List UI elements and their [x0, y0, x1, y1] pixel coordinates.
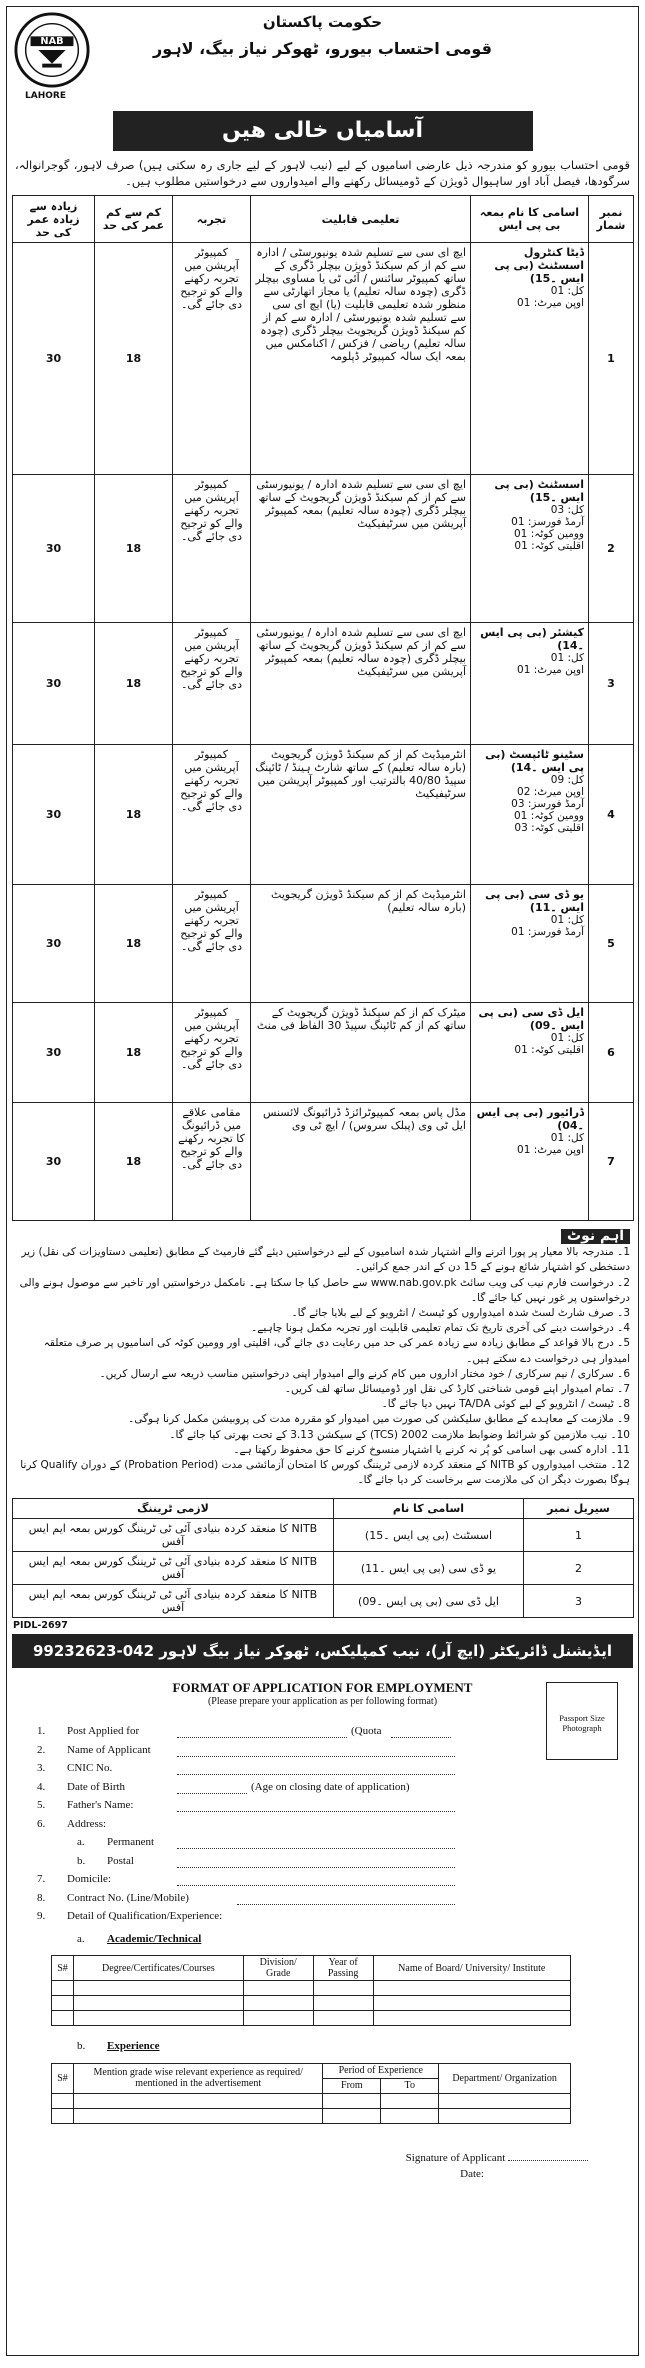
reference-code: PIDL-2697	[13, 1620, 68, 1632]
form-field-input[interactable]	[177, 1744, 455, 1757]
training-header-row	[13, 1499, 634, 1519]
training-row	[13, 1552, 634, 1585]
photo-box: Passport Size Photograph	[546, 1682, 618, 1760]
form-title: FORMAT OF APPLICATION FOR EMPLOYMENT	[172, 1680, 473, 1696]
post-cell	[471, 1103, 589, 1221]
post-cell	[471, 623, 589, 745]
academic-header: Year of Passing	[313, 1956, 373, 1981]
min-age-cell: 18	[95, 885, 173, 1003]
qualification-cell: انٹرمیڈیٹ کم از کم سیکنڈ ڈویژن گریجویٹ (بارہ سالہ تعلیم) کے ساتھ شارٹ ہینڈ / ٹائپنگ سپیڈ 40/80 بالترتیب اور کمپیوٹر آپریشن میں سرٹیفیکیٹ	[251, 745, 471, 885]
intro-text: قومی احتساب بیورو کو مندرجہ ذیل عارضی اسامیوں کے لیے (نیب لاہور کے لیے جاری رہ سکتی ہیں) صرف لاہور، گوجرانوالہ، سرگودھا، فیصل آباد اور ساہیوال ڈویژن کے ڈومیسائل رکھنے والے امیدواروں سے درخواستیں مطلوب ہیں۔	[15, 158, 630, 188]
experience-table	[51, 2063, 571, 2124]
training-serial: 3	[524, 1585, 634, 1618]
post-name: یو ڈی سی (بی پی ایس ۔11)	[485, 888, 584, 914]
row-number: 3	[589, 623, 634, 745]
academic-title: Academic/Technical	[107, 1932, 202, 1945]
exp-header-desc: Mention grade wise relevant experience as required/ mentioned in the advertisement	[73, 2063, 322, 2093]
post-count: آرمڈ فورسز: 01	[511, 926, 584, 938]
training-header-post: اسامی کا نام	[334, 1499, 524, 1519]
experience-label: b.	[77, 2040, 86, 2053]
post-count: کل: 01	[550, 914, 584, 926]
max-age-cell: 30	[13, 623, 95, 745]
address-banner: ایڈیشنل ڈائریکٹر (ایچ آر)، نیب کمپلیکس، ٹھوکر نیاز بیگ لاہور 042-99232623	[12, 1634, 633, 1668]
form-field-number: 7.	[37, 1873, 46, 1886]
form-field-row	[7, 1799, 638, 1818]
note-item: 9۔ ملازمت کے معاہدے کے مطابق سلیکشن کی صورت میں امیدوار کو مقررہ مدت کی پروبیشن مکمل کرنا ہوگی۔	[128, 1413, 630, 1426]
form-field-label: Name of Applicant	[67, 1743, 151, 1756]
post-count: کل: 01	[550, 652, 584, 664]
note-item: 6۔ سرکاری / نیم سرکاری / خود مختار اداروں میں کام کرنے والے امیدوار اپنی درخواستیں مناسب ذریعہ سے ارسال کریں۔	[99, 1367, 630, 1380]
max-age-cell: 30	[13, 1103, 95, 1221]
row-number: 7	[589, 1103, 634, 1221]
signature-label	[406, 2152, 588, 2164]
experience-cell: کمپیوٹر آپریشن میں تجربہ رکھنے والے کو ترجیح دی جائے گی۔	[173, 475, 251, 623]
form-field-number: 4.	[37, 1780, 46, 1793]
row-number: 5	[589, 885, 634, 1003]
qualification-cell: مڈل پاس بمعہ کمپیوٹرائزڈ ڈرائیونگ لائسنس ایل ٹی وی (پبلک سروس) / ایچ ٹی وی	[251, 1103, 471, 1221]
min-age-cell: 18	[95, 745, 173, 885]
academic-header: Degree/Certificates/Courses	[73, 1956, 243, 1981]
form-subtitle: (Please prepare your application as per following format)	[207, 1696, 438, 1708]
form-field-number: 8.	[37, 1891, 46, 1904]
row-number: 2	[589, 475, 634, 623]
post-count: آرمڈ فورسز: 03	[511, 798, 584, 810]
max-age-cell: 30	[13, 745, 95, 885]
header-post: اسامی کا نام بمعہ بی پی ایس	[471, 196, 589, 243]
vacancy-banner: آسامیاں خالی ھیں	[113, 111, 533, 151]
exp-header-to: To	[381, 2078, 439, 2093]
row-number: 1	[589, 243, 634, 475]
form-field-row	[7, 1744, 638, 1763]
post-count: کل: 03	[550, 504, 584, 516]
min-age-cell: 18	[95, 1003, 173, 1103]
max-age-cell: 30	[13, 1003, 95, 1103]
form-field-row	[7, 1818, 638, 1837]
post-count: اقلیتی کوٹہ: 03	[514, 822, 584, 834]
post-count: وومین کوٹہ: 01	[513, 810, 584, 822]
form-field-input[interactable]	[177, 1762, 455, 1775]
training-serial: 1	[524, 1519, 634, 1552]
experience-cell: مقامی علاقے میں ڈرائیونگ کا تجربہ رکھنے والے کو ترجیح دی جائے گی۔	[173, 1103, 251, 1221]
post-cell	[471, 745, 589, 885]
post-count: وومین کوٹہ: 01	[513, 528, 584, 540]
form-field-label: Domicile:	[67, 1873, 111, 1886]
dob-input[interactable]	[177, 1781, 247, 1794]
note-item: 7۔ تمام امیدوار اپنے قومی شناختی کارڈ کی نقل اور ڈومیسائل ساتھ لف کریں۔	[284, 1383, 630, 1396]
academic-header: Name of Board/ University/ Institute	[373, 1956, 570, 1981]
logo-city: LAHORE	[25, 91, 66, 101]
post-cell	[471, 885, 589, 1003]
vacancy-row	[13, 243, 634, 475]
training-post: اسسٹنٹ (بی پی ایس ۔15)	[334, 1519, 524, 1552]
post-cell	[471, 243, 589, 475]
form-field-number: 3.	[37, 1762, 46, 1775]
post-count: کل: 09	[550, 774, 584, 786]
post-name: ایل ڈی سی (بی پی ایس ۔09)	[478, 1006, 584, 1032]
note-item: 1۔ مندرجہ بالا معیار پر پورا اترنے والے اشتہار شدہ اسامیوں کے لیے درخواستیں دیئے گئے فارمیٹ کے مطابق (تعلیمی دستاویزات کی نقل) زیر دستخطی کو اشتہار شائع ہونے کے 15 دن کے اندر جمع کرائیں۔	[21, 1246, 630, 1274]
form-field-input[interactable]	[177, 1855, 455, 1868]
age-note: (Age on closing date of application)	[251, 1780, 410, 1793]
training-serial: 2	[524, 1552, 634, 1585]
header-min-age: کم سے کم عمر کی حد	[95, 196, 173, 243]
form-field-input[interactable]	[177, 1836, 455, 1849]
post-count: اقلیتی کوٹہ: 01	[514, 540, 584, 552]
vacancy-row	[13, 745, 634, 885]
note-item: 3۔ صرف شارٹ لسٹ شدہ امیدواروں کو ٹیسٹ / انٹرویو کے لیے بلایا جائے گا۔	[291, 1307, 630, 1320]
bureau-title: قومی احتساب بیورو، ٹھوکر نیاز بیگ، لاہور	[153, 39, 492, 58]
note-item: 12۔ منتخب امیدواروں کو NITB کے منعقد کردہ لازمی ٹریننگ کورس کا امتحان آزمائشی مدت (Probation Period) کے دوران Qualify کرنا ہوگا بصورت دیگر ان کی ملازمت سے برخاست کر دیا جائے گا۔	[20, 1459, 630, 1487]
important-notes	[7, 1221, 638, 1492]
form-field-input[interactable]	[177, 1799, 455, 1812]
form-field-label: Address:	[67, 1817, 107, 1830]
post-name: ڈرائیور (بی پی ایس ۔04)	[476, 1106, 584, 1132]
min-age-cell: 18	[95, 1103, 173, 1221]
academic-table	[51, 1955, 571, 2026]
row-number: 4	[589, 745, 634, 885]
logo-text: NAB	[40, 36, 64, 48]
experience-cell: کمپیوٹر آپریشن میں تجربہ رکھنے والے کو ترجیح دی جائے گی۔	[173, 745, 251, 885]
post-count: اوپن میرٹ: 01	[517, 1144, 584, 1156]
qualification-cell: انٹرمیڈیٹ کم از کم سیکنڈ ڈویژن گریجویٹ (بارہ سالہ تعلیم)	[251, 885, 471, 1003]
vacancy-row	[13, 885, 634, 1003]
academic-header: Division/ Grade	[243, 1956, 313, 1981]
max-age-cell: 30	[13, 885, 95, 1003]
exp-header-org: Department/ Organization	[439, 2063, 571, 2093]
form-field-row	[7, 1781, 638, 1800]
form-field-row	[7, 1855, 638, 1874]
header	[7, 7, 638, 101]
government-title: حکومت پاکستان	[262, 13, 383, 31]
quota-label: (Quota	[351, 1725, 382, 1738]
note-item: 4۔ درخواست دینے کی آخری تاریخ تک تمام تعلیمی قابلیت اور تجربہ مکمل ہونا چاہیے۔	[251, 1322, 630, 1335]
date-label: Date:	[460, 2167, 484, 2180]
note-item: 2۔ درخواست فارم نیب کی ویب سائٹ www.nab.gov.pk سے حاصل کیا جا سکتا ہے۔ نامکمل درخواستیں اور تاخیر سے موصول ہونے والی درخواستوں پر غور نہیں کیا جائے گا۔	[19, 1276, 630, 1304]
form-field-number: 2.	[37, 1743, 46, 1756]
post-count: کل: 01	[550, 285, 584, 297]
post-count: اوپن میرٹ: 01	[517, 297, 584, 309]
form-field-row	[7, 1910, 638, 1929]
note-item: 10۔ نیب ملازمین کو شرائط وضوابط ملازمت 2002 (TCS) کے سیکشن 3.13 کے تحت بھرتی کیا جائے گا۔	[169, 1428, 630, 1441]
post-count: اوپن میرٹ: 02	[517, 786, 584, 798]
min-age-cell: 18	[95, 475, 173, 623]
training-post: یو ڈی سی (بی پی ایس ۔11)	[334, 1552, 524, 1585]
notes-heading: اہم نوٹ	[561, 1229, 630, 1244]
form-field-label: Post Applied for	[67, 1725, 140, 1738]
post-count: اقلیتی کوٹہ: 01	[514, 1044, 584, 1056]
signature-text: Signature of Applicant	[405, 2151, 506, 2164]
academic-label: a.	[77, 1932, 85, 1945]
form-field-label: Contract No. (Line/Mobile)	[67, 1891, 189, 1904]
exp-header-sno: S#	[52, 2063, 74, 2093]
row-number: 6	[589, 1003, 634, 1103]
exp-header-from: From	[323, 2078, 381, 2093]
header-qualification: تعلیمی قابلیت	[251, 196, 471, 243]
form-field-input[interactable]	[237, 1892, 455, 1905]
experience-cell: کمپیوٹر آپریشن میں تجربہ رکھنے والے کو ترجیح دی جائے گی۔	[173, 243, 251, 475]
post-count: کل: 01	[550, 1132, 584, 1144]
exp-header-period: Period of Experience	[323, 2063, 439, 2078]
advertisement-page	[6, 6, 639, 2356]
form-field-number: 1.	[37, 1725, 46, 1738]
vacancy-row	[13, 1003, 634, 1103]
post-name: کیشئر (بی پی ایس ۔14)	[480, 626, 584, 652]
training-post: ایل ڈی سی (بی پی ایس ۔09)	[334, 1585, 524, 1618]
form-field-number: 5.	[37, 1799, 46, 1812]
note-item: 5۔ درج بالا قواعد کے مطابق زیادہ سے زیادہ عمر کی حد میں رعایت دی جائے گی، اقلیتی اور وومین کوٹہ کی اسامیوں پر صرف متعلقہ امیدوار ہی درخواست دے سکتے ہیں۔	[43, 1337, 630, 1365]
form-field-label: Permanent	[107, 1836, 155, 1849]
qualification-cell: ایچ ای سی سے تسلیم شدہ یونیورسٹی / ادارہ سے کم از کم سیکنڈ ڈویژن بیچلر ڈگری کے ساتھ کمپیوٹر سائنس / آئی ٹی یا مساوی بیچلر ڈگری (چودہ سالہ تعلیم) یا مجاز اتھارٹی سے منظور شدہ تعلیمی قابلیت (یا) ایچ ای سی سے تسلیم شدہ یونیورسٹی / ادارہ سے کم از کم سیکنڈ ڈویژن گریجویٹ بیچلر ڈگری (چودہ سالہ تعلیم) ریاضی / فزکس / اکنامکس میں بمعہ ایک سالہ کمپیوٹر ڈپلومہ	[251, 243, 471, 475]
vacancy-row	[13, 1103, 634, 1221]
training-row	[13, 1585, 634, 1618]
form-field-label: CNIC No.	[67, 1762, 113, 1775]
max-age-cell: 30	[13, 243, 95, 475]
form-field-row	[7, 1892, 638, 1911]
form-field-number: a.	[77, 1836, 85, 1849]
form-field-label: Postal	[107, 1854, 134, 1867]
min-age-cell: 18	[95, 623, 173, 745]
post-name: ڈیٹا کنٹرول اسسٹنٹ (بی پی ایس ۔15)	[494, 246, 584, 285]
form-field-number: 9.	[37, 1910, 46, 1923]
post-name: سٹینو ٹائپسٹ (بی پی ایس ۔14)	[485, 748, 584, 774]
training-course: NITB کا منعقد کردہ بنیادی آئی ٹی ٹریننگ کورس بمعہ ایم ایس آفس	[13, 1585, 334, 1618]
quota-input[interactable]	[391, 1725, 451, 1738]
experience-cell: کمپیوٹر آپریشن میں تجربہ رکھنے والے کو ترجیح دی جائے گی۔	[173, 623, 251, 745]
post-applied-input[interactable]	[177, 1725, 347, 1738]
post-count: کل: 01	[550, 1032, 584, 1044]
min-age-cell: 18	[95, 243, 173, 475]
note-item: 11۔ ادارہ کسی بھی اسامی کو پُر نہ کرنے یا اشتہار منسوخ کرنے کا حق محفوظ رکھتا ہے۔	[233, 1443, 630, 1456]
post-count: اوپن میرٹ: 01	[517, 664, 584, 676]
form-field-number: 6.	[37, 1817, 46, 1830]
training-header-course: لازمی ٹریننگ	[13, 1499, 334, 1519]
form-field-label: Detail of Qualification/Experience:	[67, 1910, 223, 1923]
note-item: 8۔ ٹیسٹ / انٹرویو کے لیے کوئی TA/DA نہیں دیا جائے گا۔	[381, 1398, 630, 1411]
form-field-row	[7, 1725, 638, 1744]
form-field-row	[7, 1836, 638, 1855]
form-field-label: Father's Name:	[67, 1799, 134, 1812]
vacancies-table	[12, 195, 634, 1221]
training-row	[13, 1519, 634, 1552]
academic-header: S#	[52, 1956, 74, 1981]
qualification-cell: ایچ ای سی سے تسلیم شدہ ادارہ / یونیورسٹی سے کم از کم سیکنڈ ڈویژن گریجویٹ کے ساتھ بیچلر ڈگری (چودہ سالہ تعلیم) بمعہ کمپیوٹر آپریشن میں سرٹیفیکیٹ	[251, 623, 471, 745]
post-name: اسسٹنٹ (بی پی ایس ۔15)	[494, 478, 584, 504]
form-field-row	[7, 1762, 638, 1781]
application-form	[7, 1680, 638, 2180]
qualification-cell: میٹرک کم از کم سیکنڈ ڈویژن گریجویٹ کے ساتھ کم از کم ٹائپنگ سپیڈ 30 الفاظ فی منٹ	[251, 1003, 471, 1103]
table-header-row	[13, 196, 634, 243]
experience-cell: کمپیوٹر آپریشن میں تجربہ رکھنے والے کو ترجیح دی جائے گی۔	[173, 1003, 251, 1103]
max-age-cell: 30	[13, 475, 95, 623]
training-header-serial: سیریل نمبر	[524, 1499, 634, 1519]
form-field-row	[7, 1873, 638, 1892]
post-cell	[471, 1003, 589, 1103]
training-table	[12, 1498, 634, 1618]
post-count: آرمڈ فورسز: 01	[511, 516, 584, 528]
vacancy-row	[13, 475, 634, 623]
form-field-input[interactable]	[177, 1873, 455, 1886]
post-cell	[471, 475, 589, 623]
header-serial: نمبر شمار	[589, 196, 634, 243]
header-experience: تجربہ	[173, 196, 251, 243]
form-field-number: b.	[77, 1854, 86, 1867]
experience-title: Experience	[107, 2040, 160, 2053]
vacancy-row	[13, 623, 634, 745]
training-course: NITB کا منعقد کردہ بنیادی آئی ٹی ٹریننگ کورس بمعہ ایم ایس آفس	[13, 1552, 334, 1585]
training-course: NITB کا منعقد کردہ بنیادی آئی ٹی ٹریننگ کورس بمعہ ایم ایس آفس	[13, 1519, 334, 1552]
qualification-cell: ایچ ای سی سے تسلیم شدہ ادارہ / یونیورسٹی سے کم از کم سیکنڈ ڈویژن گریجویٹ کے ساتھ بیچلر ڈگری (چودہ سالہ تعلیم) بمعہ کمپیوٹر آپریشن میں سرٹیفیکیٹ	[251, 475, 471, 623]
header-max-age: زیادہ سے زیادہ عمر کی حد	[13, 196, 95, 243]
experience-cell: کمپیوٹر آپریشن میں تجربہ رکھنے والے کو ترجیح دی جائے گی۔	[173, 885, 251, 1003]
form-field-label: Date of Birth	[67, 1780, 126, 1793]
